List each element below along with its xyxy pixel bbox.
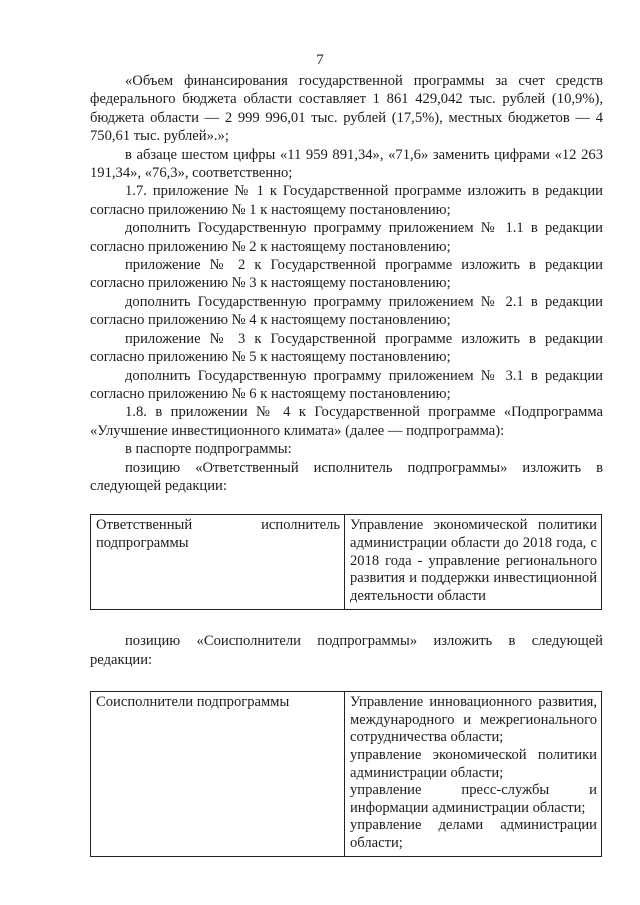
paragraph-1-7: 1.7. приложение № 1 к Государственной программе изложить в редакции согласно приложению № 1 к настоящему постановлению; bbox=[90, 183, 603, 218]
paragraph-responsible: позицию «Ответственный исполнитель подпрограммы» изложить в следующей редакции: bbox=[90, 459, 603, 494]
table-cell-label bbox=[91, 515, 345, 610]
paragraph-passport: в паспорте подпрограммы: bbox=[125, 441, 292, 458]
paragraph-add-2-1: дополнить Государственную программу приложением № 2.1 в редакции согласно приложению № 4 к настоящему постановлению; bbox=[90, 293, 603, 329]
spacer bbox=[90, 495, 603, 514]
table-co-executors bbox=[90, 691, 602, 857]
spacer bbox=[90, 669, 603, 691]
page-number: 7 bbox=[316, 52, 324, 68]
spacer bbox=[90, 610, 603, 632]
table-cell-label: Соисполнители подпрограммы bbox=[91, 692, 345, 857]
table-row bbox=[91, 692, 602, 857]
table-row bbox=[91, 515, 602, 610]
co-executor-item: управление пресс-службы и информации администрации области; bbox=[350, 782, 597, 816]
label-word-1: Ответственный bbox=[96, 517, 193, 534]
paragraph-add-1-1: дополнить Государственную программу приложением № 1.1 в редакции согласно приложению № 2 к настоящему постановлению; bbox=[90, 220, 603, 255]
paragraph-add-3-1: дополнить Государственную программу приложением № 3.1 в редакции согласно приложению № 6 к настоящему постановлению; bbox=[90, 367, 603, 402]
co-executor-item: управление экономической политики администрации области; bbox=[350, 746, 597, 781]
co-executor-item: управление делами администрации области; bbox=[350, 817, 597, 851]
paragraph-app-2: приложение № 2 к Государственной программе изложить в редакции согласно приложению № 3 к настоящему постановлению; bbox=[90, 257, 603, 292]
paragraph-app-3: приложение № 3 к Государственной программе изложить в редакции согласно приложению № 5 к настоящему постановлению; bbox=[90, 330, 603, 366]
co-executor-item: Управление инновационного развития, международного и межрегионального сотрудничества области; bbox=[350, 694, 597, 746]
paragraph-1-8: 1.8. в приложении № 4 к Государственной программе «Подпрограмма «Улучшение инвестиционного климата» (далее — подпрограмма): bbox=[90, 404, 603, 439]
paragraph-financing: «Объем финансирования государственной программы за счет средств федерального бюджета области составляет 1 861 429,042 тыс. рублей (10,9%), бюджета области — 2 999 996,01 тыс. рублей (17,5%), местных бюджетов — 4 750,61 тыс. рублей».»; bbox=[90, 73, 603, 145]
paragraph-co-executors: позицию «Соисполнители подпрограммы» изложить в следующей редакции: bbox=[90, 633, 603, 668]
document-body bbox=[90, 72, 603, 857]
paragraph-figures: в абзаце шестом цифры «11 959 891,34», «71,6» заменить цифрами «12 263 191,34», «76,3», соответственно; bbox=[90, 146, 603, 182]
table-cell-value bbox=[345, 692, 602, 857]
table-responsible-executor bbox=[90, 514, 602, 610]
label-line-2: подпрограммы bbox=[96, 534, 189, 551]
label-word-2: исполнитель bbox=[261, 517, 340, 534]
table-cell-value: Управление экономической политики администрации области до 2018 года, с 2018 года - управление регионального развития и поддержки инвестиционной деятельности области bbox=[345, 515, 602, 610]
